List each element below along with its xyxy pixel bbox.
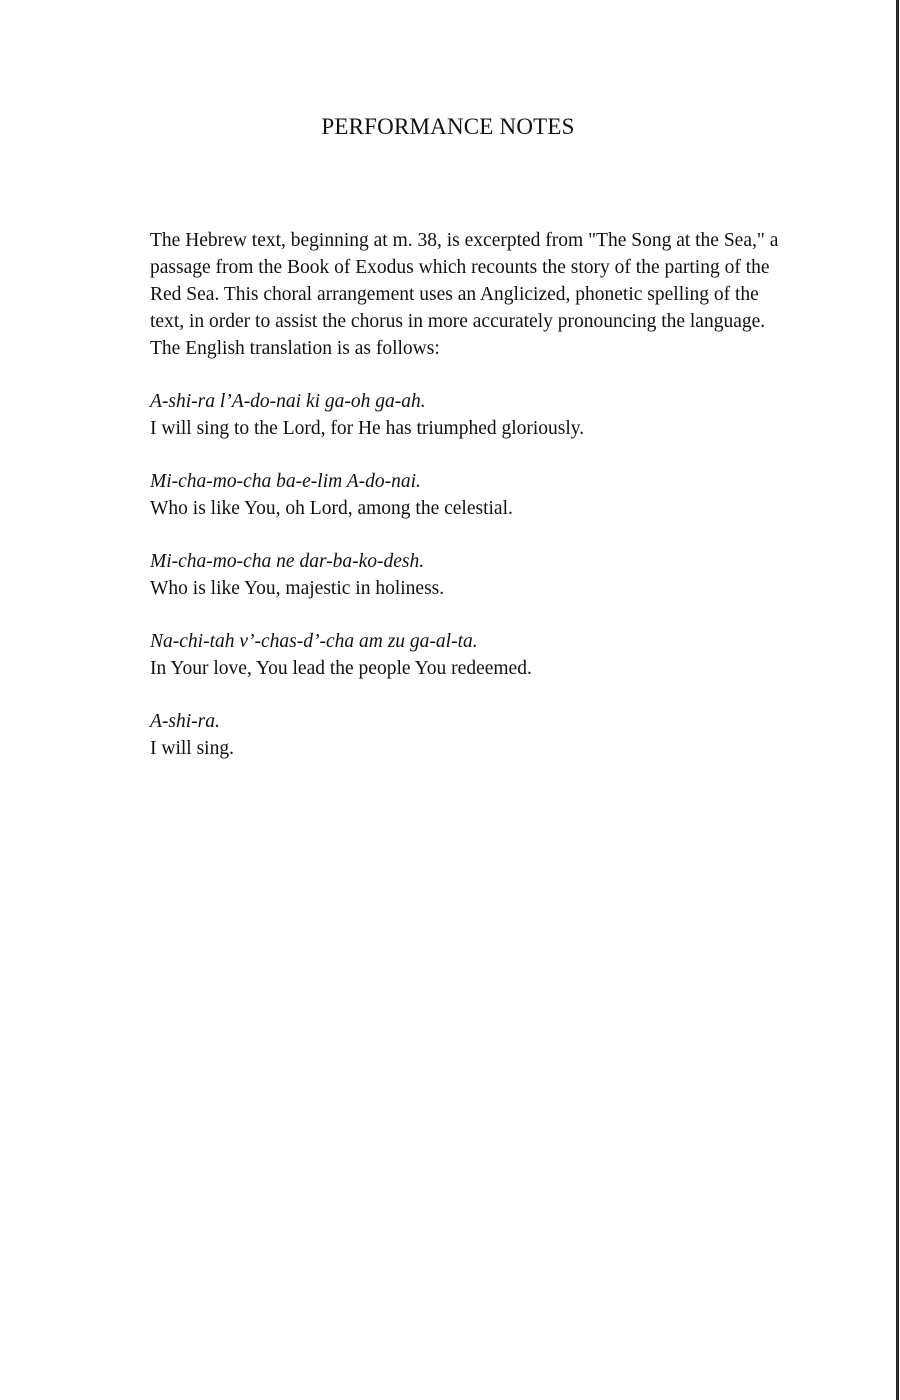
english-translation: Who is like You, majestic in holiness. [150, 578, 445, 599]
english-translation: I will sing to the Lord, for He has triumphed gloriously. [150, 418, 585, 439]
verse-1 [150, 388, 790, 442]
verse-5 [150, 708, 790, 762]
verse-4 [150, 628, 790, 682]
english-translation: I will sing. [150, 738, 234, 759]
hebrew-line: Mi-cha-mo-cha ba-e-lim A-do-nai. [150, 471, 421, 492]
verse-3 [150, 548, 790, 602]
hebrew-line: Mi-cha-mo-cha ne dar-ba-ko-desh. [150, 551, 425, 572]
page-title: PERFORMANCE NOTES [321, 114, 575, 139]
hebrew-line: A-shi-ra. [150, 711, 220, 732]
intro-paragraph: The Hebrew text, beginning at m. 38, is excerpted from "The Song at the Sea," a passage from the Book of Exodus which recounts the story of the parting of the Red Sea. This choral arrangement uses an Anglicized, phonetic spelling of the text, in order to assist the chorus in more accurately pronouncing the language. The English translation is as follows: [150, 230, 779, 359]
hebrew-line: A-shi-ra l’A-do-nai ki ga-oh ga-ah. [150, 391, 426, 412]
english-translation: Who is like You, oh Lord, among the celestial. [150, 498, 513, 519]
hebrew-line: Na-chi-tah v’-chas-d’-cha am zu ga-al-ta. [150, 631, 478, 652]
english-translation: In Your love, You lead the people You redeemed. [150, 658, 532, 679]
document-body [150, 227, 790, 788]
verse-2 [150, 468, 790, 522]
